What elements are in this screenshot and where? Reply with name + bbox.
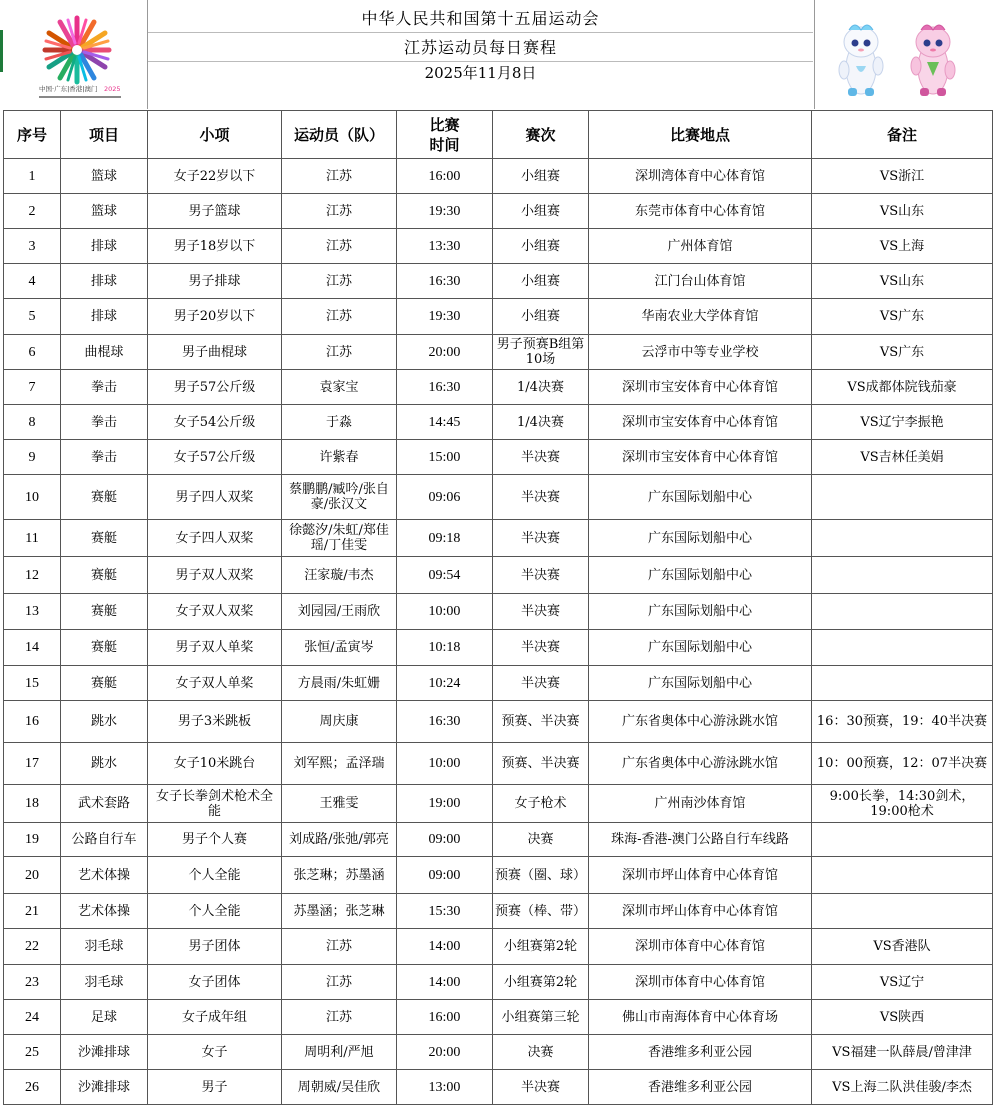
table-row: [4, 475, 993, 520]
table-header-row: [4, 111, 993, 159]
cell-time: 09:18: [397, 520, 493, 557]
cell-sub-event: 男子个人赛: [148, 823, 282, 857]
cell-athlete: 于淼: [282, 405, 397, 440]
cell-event: 足球: [61, 1000, 148, 1035]
cell-no: 8: [4, 405, 61, 440]
cell-note: 9:00长拳，14:30剑术，19:00枪术: [812, 785, 993, 823]
table-row: [4, 594, 993, 630]
cell-sub-event: 个人全能: [148, 857, 282, 894]
table-row: [4, 264, 993, 299]
cell-athlete: 张恒/孟寅岑: [282, 630, 397, 666]
cell-time: 15:00: [397, 440, 493, 475]
cell-round: 半决赛: [493, 440, 589, 475]
table-row: [4, 630, 993, 666]
cell-time: 16:30: [397, 264, 493, 299]
cell-athlete: 江苏: [282, 229, 397, 264]
cell-sub-event: 男子18岁以下: [148, 229, 282, 264]
table-row: [4, 1000, 993, 1035]
cell-time: 19:00: [397, 785, 493, 823]
cell-note: VS吉林任美娟: [812, 440, 993, 475]
cell-athlete: 江苏: [282, 335, 397, 370]
cell-athlete: 江苏: [282, 299, 397, 335]
cell-venue: 广州体育馆: [589, 229, 812, 264]
schedule-date: 2025年11月8日: [424, 64, 537, 82]
cell-venue: 深圳市宝安体育中心体育馆: [589, 440, 812, 475]
table-row: [4, 894, 993, 929]
cell-time: 16:30: [397, 370, 493, 405]
cell-note: VS香港队: [812, 929, 993, 965]
cell-round: 女子枪术: [493, 785, 589, 823]
cell-sub-event: 男子57公斤级: [148, 370, 282, 405]
cell-athlete: 周朝威/吴佳欣: [282, 1070, 397, 1105]
table-row: [4, 701, 993, 743]
cell-event: 拳击: [61, 440, 148, 475]
col-header-note: 备注: [812, 111, 993, 159]
table-row: [4, 557, 993, 594]
cell-note: VS上海二队洪佳骏/李杰: [812, 1070, 993, 1105]
cell-round: 男子预赛B组第10场: [493, 335, 589, 370]
cell-event: 赛艇: [61, 475, 148, 520]
cell-note: VS辽宁: [812, 965, 993, 1000]
cell-no: 16: [4, 701, 61, 743]
cell-time: 16:00: [397, 159, 493, 194]
table-row: [4, 743, 993, 785]
cell-sub-event: 女子双人双桨: [148, 594, 282, 630]
cell-round: 半决赛: [493, 630, 589, 666]
cell-note: [812, 594, 993, 630]
cell-note: VS福建一队薛晨/曾津津: [812, 1035, 993, 1070]
cell-athlete: 江苏: [282, 929, 397, 965]
cell-event: 拳击: [61, 405, 148, 440]
col-header-venue: 比赛地点: [589, 111, 812, 159]
cell-venue: 广东国际划船中心: [589, 666, 812, 701]
cell-venue: 广东国际划船中心: [589, 475, 812, 520]
schedule-title: 江苏运动员每日赛程: [148, 35, 813, 62]
cell-event: 艺术体操: [61, 857, 148, 894]
cell-event: 武术套路: [61, 785, 148, 823]
cell-time: 10:00: [397, 594, 493, 630]
table-row: [4, 405, 993, 440]
cell-time: 14:00: [397, 965, 493, 1000]
table-row: [4, 857, 993, 894]
cell-no: 24: [4, 1000, 61, 1035]
cell-sub-event: 女子团体: [148, 965, 282, 1000]
cell-round: 1/4决赛: [493, 370, 589, 405]
cell-athlete: 袁家宝: [282, 370, 397, 405]
cell-time: 20:00: [397, 1035, 493, 1070]
cell-no: 1: [4, 159, 61, 194]
cell-event: 羽毛球: [61, 929, 148, 965]
cell-no: 22: [4, 929, 61, 965]
cell-athlete: 苏墨涵；张芝琳: [282, 894, 397, 929]
cell-venue: 广东省奥体中心游泳跳水馆: [589, 743, 812, 785]
cell-venue: 深圳市宝安体育中心体育馆: [589, 405, 812, 440]
cell-time: 20:00: [397, 335, 493, 370]
table-row: [4, 335, 993, 370]
cell-venue: 广东国际划船中心: [589, 557, 812, 594]
games-logo: [3, 0, 148, 109]
cell-no: 12: [4, 557, 61, 594]
cell-event: 沙滩排球: [61, 1035, 148, 1070]
cell-round: 小组赛: [493, 299, 589, 335]
cell-time: 16:30: [397, 701, 493, 743]
cell-note: VS成都体院钱茄豪: [812, 370, 993, 405]
cell-note: VS山东: [812, 264, 993, 299]
cell-sub-event: 男子四人双桨: [148, 475, 282, 520]
cell-time: 09:54: [397, 557, 493, 594]
cell-event: 赛艇: [61, 594, 148, 630]
cell-venue: 东莞市体育中心体育馆: [589, 194, 812, 229]
cell-event: 排球: [61, 299, 148, 335]
cell-round: 半决赛: [493, 1070, 589, 1105]
cell-event: 沙滩排球: [61, 1070, 148, 1105]
cell-venue: 云浮市中等专业学校: [589, 335, 812, 370]
cell-no: 18: [4, 785, 61, 823]
cell-note: VS浙江: [812, 159, 993, 194]
cell-no: 7: [4, 370, 61, 405]
document-header: [0, 0, 993, 110]
cell-event: 赛艇: [61, 520, 148, 557]
table-row: [4, 440, 993, 475]
cell-venue: 深圳湾体育中心体育馆: [589, 159, 812, 194]
cell-no: 4: [4, 264, 61, 299]
cell-note: VS广东: [812, 335, 993, 370]
table-row: [4, 1070, 993, 1105]
cell-no: 13: [4, 594, 61, 630]
cell-athlete: 方晨雨/朱虹姗: [282, 666, 397, 701]
cell-round: 半决赛: [493, 520, 589, 557]
cell-venue: 香港维多利亚公园: [589, 1035, 812, 1070]
table-row: [4, 299, 993, 335]
cell-round: 半决赛: [493, 594, 589, 630]
table-row: [4, 229, 993, 264]
mascots: [814, 0, 993, 109]
cell-athlete: 蔡鹏鹏/臧吟/张自豪/张汉文: [282, 475, 397, 520]
cell-event: 赛艇: [61, 666, 148, 701]
cell-sub-event: 女子四人双桨: [148, 520, 282, 557]
cell-round: 预赛（圈、球）: [493, 857, 589, 894]
cell-note: [812, 557, 993, 594]
cell-time: 16:00: [397, 1000, 493, 1035]
cell-round: 小组赛第2轮: [493, 929, 589, 965]
cell-sub-event: 女子长拳剑术枪术全能: [148, 785, 282, 823]
cell-no: 26: [4, 1070, 61, 1105]
cell-no: 21: [4, 894, 61, 929]
cell-note: VS广东: [812, 299, 993, 335]
svg-text:2025: 2025: [104, 85, 121, 93]
table-row: [4, 370, 993, 405]
cell-sub-event: 男子排球: [148, 264, 282, 299]
cell-round: 小组赛: [493, 229, 589, 264]
cell-athlete: 刘军熙；孟泽瑞: [282, 743, 397, 785]
col-header-no: 序号: [4, 111, 61, 159]
cell-round: 小组赛: [493, 194, 589, 229]
cell-venue: 广东省奥体中心游泳跳水馆: [589, 701, 812, 743]
cell-round: 1/4决赛: [493, 405, 589, 440]
cell-time: 19:30: [397, 194, 493, 229]
cell-no: 15: [4, 666, 61, 701]
schedule-rows: [4, 159, 993, 1105]
cell-sub-event: 男子团体: [148, 929, 282, 965]
cell-venue: 深圳市坪山体育中心体育馆: [589, 857, 812, 894]
col-header-round: 赛次: [493, 111, 589, 159]
table-row: [4, 929, 993, 965]
cell-event: 艺术体操: [61, 894, 148, 929]
cell-athlete: 刘园园/王雨欣: [282, 594, 397, 630]
cell-sub-event: 女子: [148, 1035, 282, 1070]
cell-sub-event: 女子57公斤级: [148, 440, 282, 475]
cell-time: 09:00: [397, 857, 493, 894]
cell-venue: 广州南沙体育馆: [589, 785, 812, 823]
cell-note: VS山东: [812, 194, 993, 229]
cell-sub-event: 男子20岁以下: [148, 299, 282, 335]
table-row: [4, 159, 993, 194]
cell-sub-event: 男子双人双桨: [148, 557, 282, 594]
cell-sub-event: 男子篮球: [148, 194, 282, 229]
cell-no: 2: [4, 194, 61, 229]
cell-note: [812, 823, 993, 857]
col-header-sub-event: 小项: [148, 111, 282, 159]
cell-round: 小组赛: [493, 264, 589, 299]
cell-no: 10: [4, 475, 61, 520]
cell-sub-event: 女子10米跳台: [148, 743, 282, 785]
cell-no: 19: [4, 823, 61, 857]
cell-venue: 江门台山体育馆: [589, 264, 812, 299]
cell-event: 篮球: [61, 194, 148, 229]
cell-event: 跳水: [61, 743, 148, 785]
cell-no: 25: [4, 1035, 61, 1070]
table-row: [4, 1035, 993, 1070]
cell-note: [812, 666, 993, 701]
cell-round: 小组赛第2轮: [493, 965, 589, 1000]
cell-venue: 华南农业大学体育馆: [589, 299, 812, 335]
cell-venue: 珠海-香港-澳门公路自行车线路: [589, 823, 812, 857]
cell-round: 半决赛: [493, 557, 589, 594]
cell-round: 半决赛: [493, 475, 589, 520]
cell-note: [812, 894, 993, 929]
cell-round: 预赛、半决赛: [493, 701, 589, 743]
cell-sub-event: 女子54公斤级: [148, 405, 282, 440]
cell-round: 预赛、半决赛: [493, 743, 589, 785]
cell-sub-event: 男子双人单桨: [148, 630, 282, 666]
table-row: [4, 666, 993, 701]
col-header-time-line2: 时间: [429, 135, 460, 154]
cell-venue: 佛山市南海体育中心体育场: [589, 1000, 812, 1035]
cell-time: 10:24: [397, 666, 493, 701]
table-row: [4, 785, 993, 823]
cell-time: 09:00: [397, 823, 493, 857]
mascot-pair-icon: [815, 0, 993, 109]
cell-sub-event: 男子3米跳板: [148, 701, 282, 743]
col-header-time: [397, 111, 493, 159]
cell-athlete: 江苏: [282, 194, 397, 229]
cell-event: 跳水: [61, 701, 148, 743]
cell-venue: 深圳市宝安体育中心体育馆: [589, 370, 812, 405]
cell-athlete: 许紫春: [282, 440, 397, 475]
cell-event: 曲棍球: [61, 335, 148, 370]
cell-note: [812, 520, 993, 557]
schedule-table: [3, 110, 993, 1105]
cell-time: 10:00: [397, 743, 493, 785]
cell-time: 15:30: [397, 894, 493, 929]
cell-sub-event: 女子双人单桨: [148, 666, 282, 701]
cell-time: 14:00: [397, 929, 493, 965]
cell-athlete: 王雅雯: [282, 785, 397, 823]
cell-athlete: 周庆康: [282, 701, 397, 743]
cell-note: [812, 475, 993, 520]
cell-note: VS陕西: [812, 1000, 993, 1035]
cell-round: 决赛: [493, 1035, 589, 1070]
cell-athlete: 刘成路/张弛/郭亮: [282, 823, 397, 857]
cell-event: 篮球: [61, 159, 148, 194]
cell-no: 9: [4, 440, 61, 475]
cell-athlete: 江苏: [282, 1000, 397, 1035]
games-emblem-icon: [3, 0, 147, 109]
cell-round: 决赛: [493, 823, 589, 857]
cell-no: 5: [4, 299, 61, 335]
cell-event: 排球: [61, 229, 148, 264]
cell-venue: 深圳市体育中心体育馆: [589, 929, 812, 965]
cell-sub-event: 女子22岁以下: [148, 159, 282, 194]
cell-athlete: 江苏: [282, 159, 397, 194]
cell-athlete: 汪家璇/韦杰: [282, 557, 397, 594]
cell-sub-event: 个人全能: [148, 894, 282, 929]
cell-no: 17: [4, 743, 61, 785]
cell-venue: 广东国际划船中心: [589, 630, 812, 666]
cell-venue: 广东国际划船中心: [589, 520, 812, 557]
cell-athlete: 江苏: [282, 264, 397, 299]
cell-sub-event: 男子曲棍球: [148, 335, 282, 370]
cell-no: 20: [4, 857, 61, 894]
table-row: [4, 965, 993, 1000]
cell-time: 10:18: [397, 630, 493, 666]
event-title: 中华人民共和国第十五届运动会: [148, 6, 813, 33]
col-header-athlete: 运动员（队）: [282, 111, 397, 159]
cell-note: VS辽宁李振艳: [812, 405, 993, 440]
cell-note: [812, 630, 993, 666]
cell-note: [812, 857, 993, 894]
cell-time: 13:30: [397, 229, 493, 264]
cell-athlete: 张芝琳；苏墨涵: [282, 857, 397, 894]
cell-event: 排球: [61, 264, 148, 299]
cell-no: 11: [4, 520, 61, 557]
col-header-time-line1: 比赛: [429, 115, 460, 134]
col-header-event: 项目: [61, 111, 148, 159]
cell-round: 半决赛: [493, 666, 589, 701]
cell-time: 09:06: [397, 475, 493, 520]
cell-sub-event: 男子: [148, 1070, 282, 1105]
cell-round: 小组赛第三轮: [493, 1000, 589, 1035]
cell-round: 小组赛: [493, 159, 589, 194]
cell-athlete: 周明利/严旭: [282, 1035, 397, 1070]
table-row: [4, 520, 993, 557]
cell-note: VS上海: [812, 229, 993, 264]
table-row: [4, 823, 993, 857]
cell-no: 3: [4, 229, 61, 264]
table-row: [4, 194, 993, 229]
cell-sub-event: 女子成年组: [148, 1000, 282, 1035]
cell-venue: 香港维多利亚公园: [589, 1070, 812, 1105]
cell-no: 14: [4, 630, 61, 666]
cell-athlete: 江苏: [282, 965, 397, 1000]
cell-event: 拳击: [61, 370, 148, 405]
cell-venue: 深圳市体育中心体育馆: [589, 965, 812, 1000]
cell-venue: 深圳市坪山体育中心体育馆: [589, 894, 812, 929]
cell-no: 6: [4, 335, 61, 370]
cell-time: 13:00: [397, 1070, 493, 1105]
svg-text:中国·广东|香港|澳门: 中国·广东|香港|澳门: [39, 85, 98, 93]
cell-event: 赛艇: [61, 557, 148, 594]
cell-note: 16：30预赛，19：40半决赛: [812, 701, 993, 743]
cell-event: 公路自行车: [61, 823, 148, 857]
cell-time: 19:30: [397, 299, 493, 335]
cell-note: 10：00预赛，12：07半决赛: [812, 743, 993, 785]
cell-event: 羽毛球: [61, 965, 148, 1000]
cell-venue: 广东国际划船中心: [589, 594, 812, 630]
cell-no: 23: [4, 965, 61, 1000]
cell-time: 14:45: [397, 405, 493, 440]
cell-athlete: 徐懿汐/朱虹/郑佳瑶/丁佳雯: [282, 520, 397, 557]
header-titles: [148, 0, 813, 109]
cell-round: 预赛（棒、带）: [493, 894, 589, 929]
cell-event: 赛艇: [61, 630, 148, 666]
